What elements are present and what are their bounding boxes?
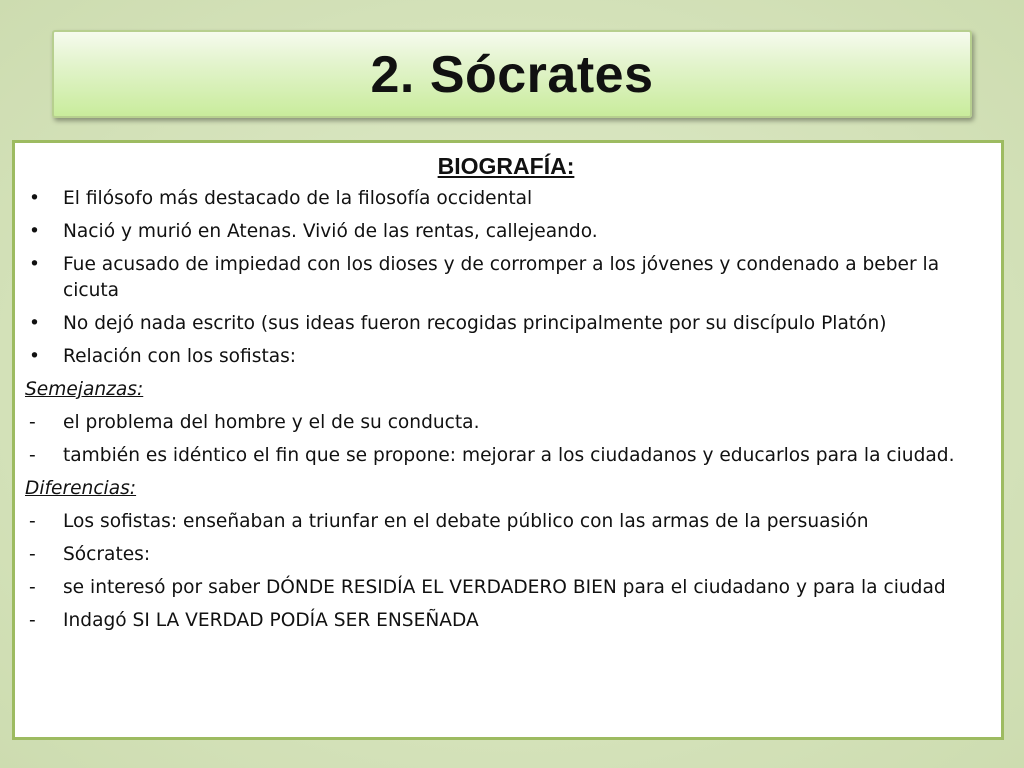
- dash-marker: -: [29, 445, 36, 466]
- title-banner: [52, 30, 972, 118]
- semejanzas-label: Semejanzas:: [25, 379, 144, 400]
- slide-title: 2. Sócrates: [370, 46, 654, 104]
- bullet-marker: •: [29, 313, 40, 334]
- list-item: [25, 509, 987, 535]
- list-item-text: El filósofo más destacado de la filosofía occidental: [63, 188, 533, 209]
- content-panel: [12, 140, 1004, 740]
- bullet-list: [25, 186, 987, 370]
- list-item-text: Nació y murió en Atenas. Vivió de las rentas, callejeando.: [63, 221, 598, 242]
- bullet-marker: •: [29, 221, 40, 242]
- list-item: [25, 542, 987, 568]
- list-item: [25, 443, 987, 469]
- dash-marker: -: [29, 412, 36, 433]
- list-item: [25, 575, 987, 601]
- list-item-text: Los sofistas: enseñaban a triunfar en el debate público con las armas de la persuasión: [63, 511, 869, 532]
- dash-marker: -: [29, 610, 36, 631]
- list-item-text: No dejó nada escrito (sus ideas fueron recogidas principalmente por su discípulo Platón): [63, 313, 887, 334]
- list-item: [25, 252, 987, 304]
- list-item: [25, 186, 987, 212]
- list-item: [25, 344, 987, 370]
- list-item: [25, 219, 987, 245]
- list-item-text: Sócrates:: [63, 544, 151, 565]
- section-heading: BIOGRAFÍA:: [437, 153, 575, 179]
- diferencias-list: [25, 509, 987, 634]
- list-item: [25, 410, 987, 436]
- list-item-text: se interesó por saber DÓNDE RESIDÍA EL VERDADERO BIEN para el ciudadano y para la ciudad: [63, 577, 946, 598]
- dash-marker: -: [29, 577, 36, 598]
- diferencias-label: Diferencias:: [25, 478, 137, 499]
- dash-marker: -: [29, 511, 36, 532]
- bullet-marker: •: [29, 254, 40, 275]
- list-item: [25, 608, 987, 634]
- list-item-text: también es idéntico el fin que se propone: mejorar a los ciudadanos y educarlos para la ciudad.: [63, 445, 955, 466]
- list-item: [25, 311, 987, 337]
- list-item-text: Relación con los sofistas:: [63, 346, 297, 367]
- list-item-text: Fue acusado de impiedad con los dioses y de corromper a los jóvenes y condenado a beber la cicuta: [63, 254, 940, 301]
- list-item-text: el problema del hombre y el de su conducta.: [63, 412, 480, 433]
- dash-marker: -: [29, 544, 36, 565]
- bullet-marker: •: [29, 346, 40, 367]
- bullet-marker: •: [29, 188, 40, 209]
- list-item-text: Indagó SI LA VERDAD PODÍA SER ENSEÑADA: [63, 610, 479, 631]
- semejanzas-list: [25, 410, 987, 469]
